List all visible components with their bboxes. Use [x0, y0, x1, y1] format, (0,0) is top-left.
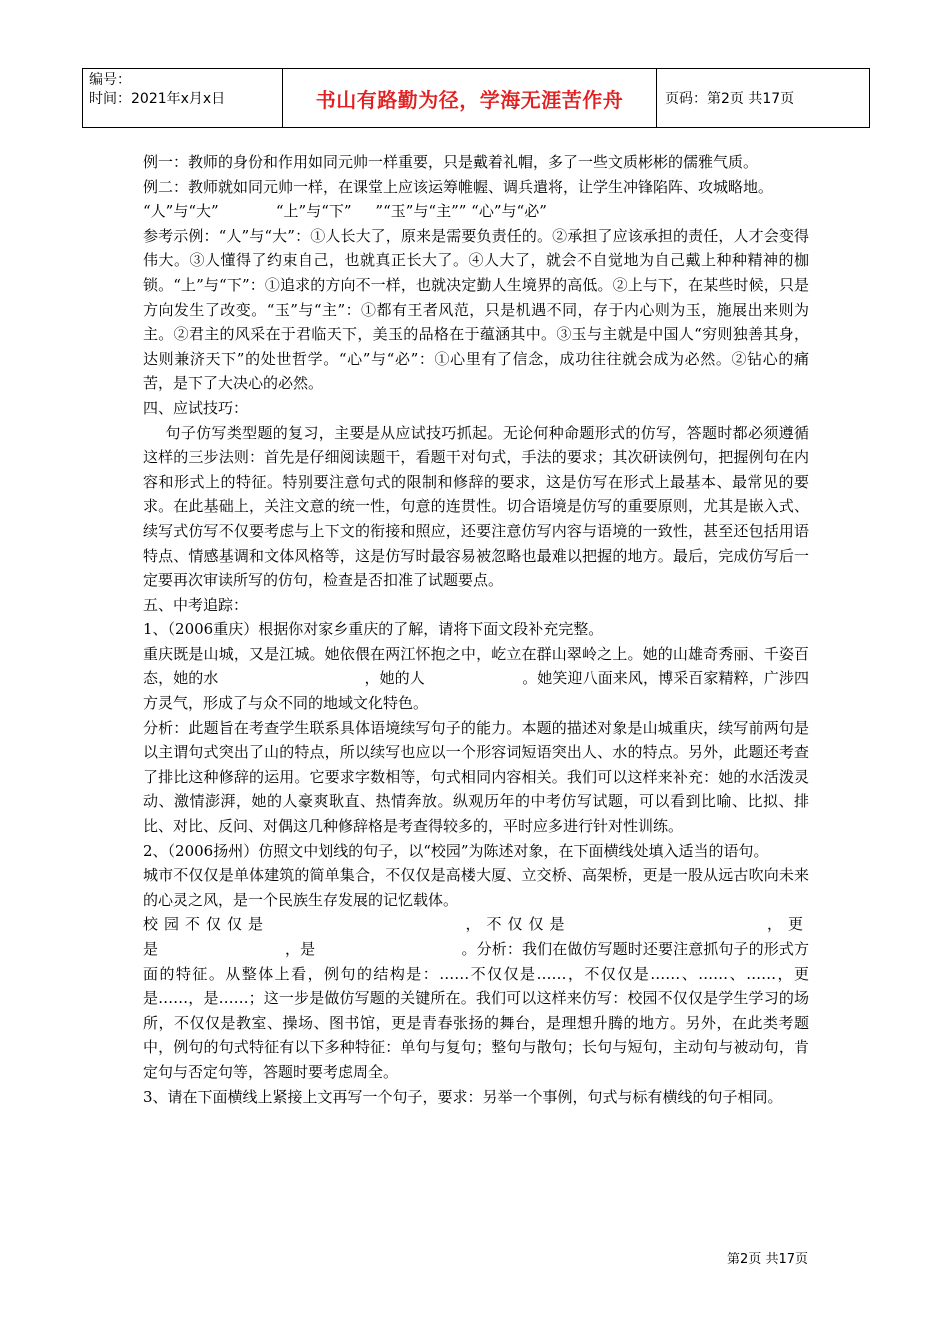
page-footer: 第2页 共17页 — [727, 1252, 808, 1267]
paragraph: 是 ，是 。分析：我们在做仿写题时还要注意抓句子的形式方面的特征。从整体上看，例句的结构是：……不仅仅是……，不仅仅是……、……、……，更是……，是……；这一步是做仿写题的关键所在。我们可以这样来仿写：校园不仅仅是学生学习的场所，不仅仅是教室、操场、图书馆，更是青春张扬的舞台，是理想升腾的地方。另外，在此类考题中，例句的句式特征有以下多种特征：单句与复句；整句与散句；长句与短句，主动句与被动句，肯定句与否定句等，答题时要考虑周全。 — [143, 940, 809, 1081]
question-item: 1、（2006重庆）根据你对家乡重庆的了解，请将下面文段补充完整。 — [143, 620, 604, 639]
paragraph: 例一：教师的身份和作用如同元帅一样重要，只是戴着礼帽，多了一些文质彬彬的儒雅气质。 — [143, 153, 759, 171]
header-meta — [83, 69, 283, 127]
fill-blank-row — [143, 912, 809, 937]
section-heading: 四、应试技巧： — [143, 398, 249, 417]
question-item: 2、（2006扬州）仿照文中划线的句子，以“校园”为陈述对象，在下面横线处填入适当的语句。 — [143, 841, 769, 860]
blank-part: ，更 — [766, 915, 809, 934]
date-label: 时间：2021年x月x日 — [89, 91, 226, 107]
header-page-label: 页码：第2页 共17页 — [665, 91, 795, 107]
paragraph: 参考示例：“人”与“大”：①人长大了，原来是需要负责任的。②承担了应该承担的责任，人才会变得伟大。③人懂得了约束自己，也就真正长大了。④人大了，就会不自觉地为自己戴上种种精神的枷锁。“上”与“下”：①追求的方向不一样，也就决定勤人生境界的高低。②上与下，在某些时候，只是方向发生了改变。“玉”与“主”：①都有王者风范，只是机遇不同，存于内心则为玉，施展出来则为主。②君主的风采在于君临天下，美玉的品格在于蕴涵其中。③玉与主就是中国人“穷则独善其身，达则兼济天下”的处世哲学。“心”与“必”：①心里有了信念，成功往往就会成为必然。②钻心的痛苦，是下了大决心的必然。 — [143, 226, 809, 393]
blank-part: ，不仅仅是 — [465, 915, 571, 934]
paragraph: “人”与“大” “上”与“下” ”“玉”与“主”” “心”与“必” — [143, 202, 547, 221]
paragraph: 例二：教师就如同元帅一样，在课堂上应该运筹帷幄、调兵遣将，让学生冲锋陷阵、攻城略地。 — [143, 177, 774, 196]
paragraph: 城市不仅仅是单体建筑的简单集合，不仅仅是高楼大厦、立交桥、高架桥，更是一股从远古吹向未来的心灵之风，是一个民族生存发展的记忆载体。 — [143, 866, 809, 909]
document-body — [143, 150, 809, 1109]
page-header — [82, 68, 870, 128]
paragraph: 句子仿写类型题的复习，主要是从应试技巧抓起。无论何种命题形式的仿写，答题时都必须遵循这样的三步法则：首先是仔细阅读题干，看题干对句式，手法的要求；其次研读例句，把握例句在内容和形式上的特征。特别要注意句式的限制和修辞的要求，这是仿写在形式上最基本、最常见的要求。在此基础上，关注文意的统一性，句意的连贯性。切合语境是仿写的重要原则，尤其是嵌入式、续写式仿写不仅要考虑与上下文的衔接和照应，还要注意仿写内容与语境的一致性，甚至还包括用语特点、情感基调和文体风格等，这是仿写时最容易被忽略也最难以把握的地方。最后，完成仿写后一定要再次审读所写的仿句，检查是否扣准了试题要点。 — [143, 423, 809, 590]
header-motto: 书山有路勤为径，学海无涯苦作舟 — [283, 69, 657, 127]
paragraph: 重庆既是山城，又是江城。她依偎在两江怀抱之中，屹立在群山翠岭之上。她的山雄奇秀丽、千姿百态，她的水 ，她的人 。她笑迎八面来风，博采百家精粹，广涉四方灵气，形成了与众不同的地域文化特色。 — [143, 644, 809, 713]
paragraph: 分析：此题旨在考查学生联系具体语境续写句子的能力。本题的描述对象是山城重庆，续写前两句是以主谓句式突出了山的特点，所以续写也应以一个形容词短语突出人、水的特点。另外，此题还考查了排比这种修辞的运用。它要求字数相等，句式相同内容相关。我们可以这样来补充：她的水活泼灵动、激情澎湃，她的人豪爽耿直、热情奔放。纵观历年的中考仿写试题，可以看到比喻、比拟、排比、对比、反问、对偶这几种修辞格是考查得较多的，平时应多进行针对性训练。 — [143, 718, 809, 836]
blank-part: 校园不仅仅是 — [143, 915, 270, 934]
number-label: 编号： — [89, 72, 131, 88]
section-heading: 五、中考追踪： — [143, 595, 249, 614]
question-item: 3、请在下面横线上紧接上文再写一个句子，要求：另举一个事例，句式与标有横线的句子相同。 — [143, 1087, 783, 1106]
